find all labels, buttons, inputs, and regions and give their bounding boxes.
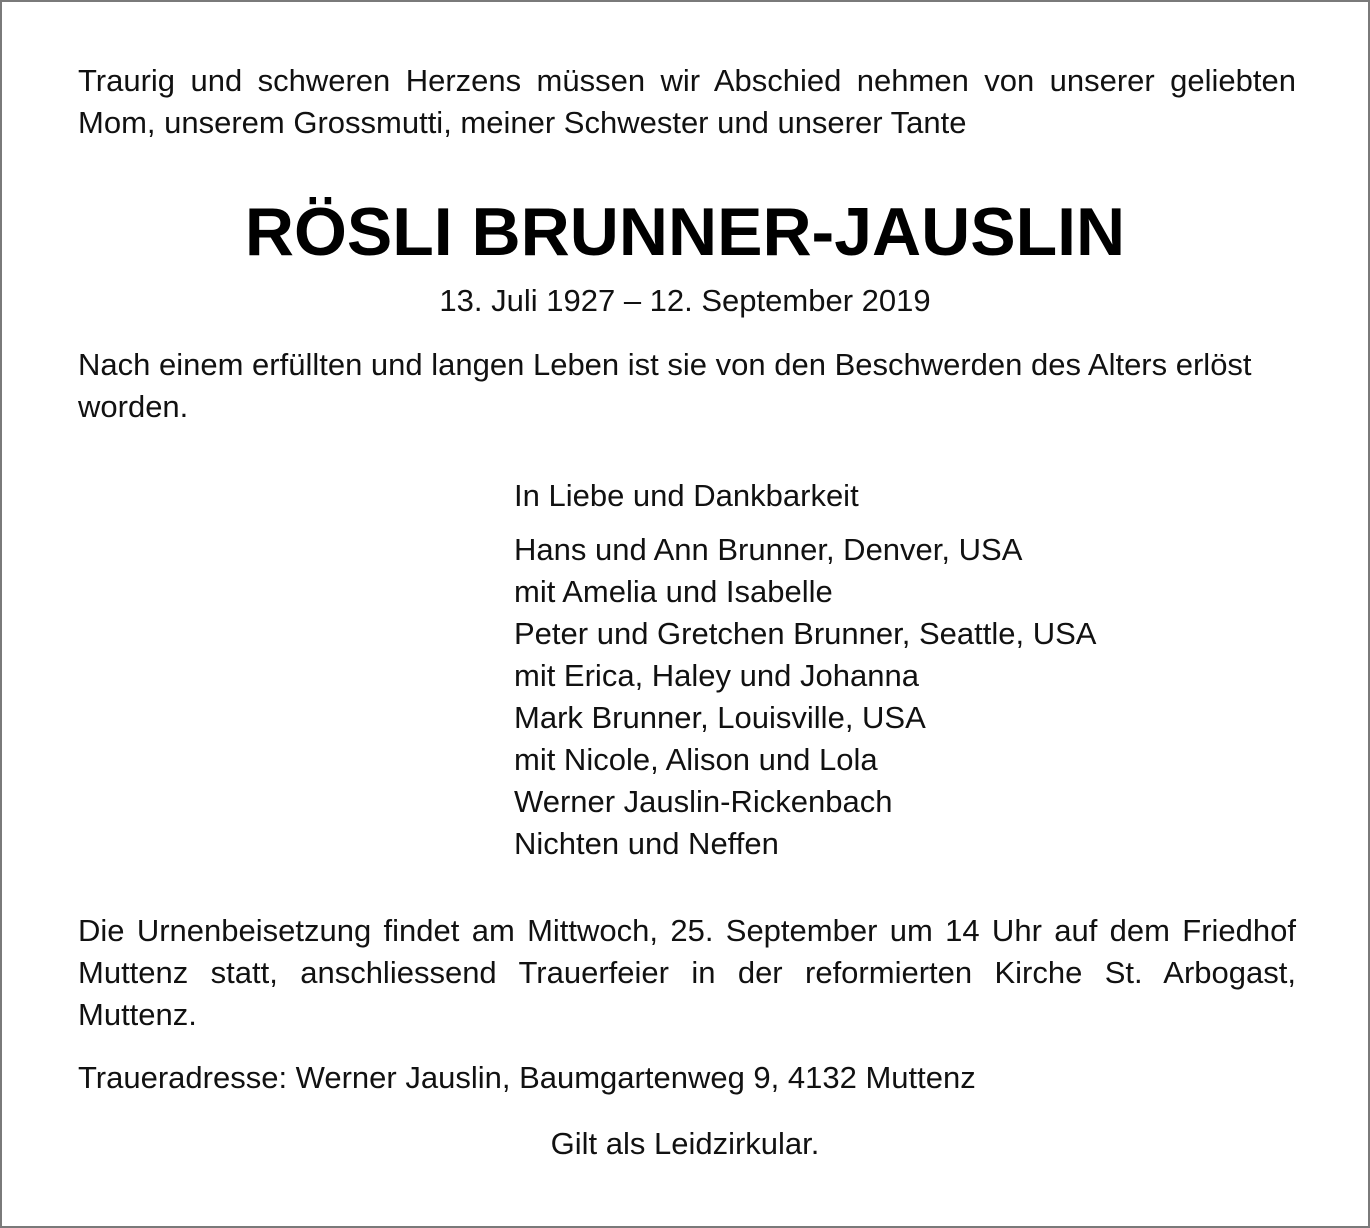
- family-member: Peter und Gretchen Brunner, Seattle, USA: [514, 616, 1097, 651]
- funeral-text: Die Urnenbeisetzung findet am Mittwoch, 25. September um 14 Uhr auf dem Friedhof Muttenz statt, anschliessend Trauerfeier in der reformierten Kirche St. Arbogast, Muttenz.: [78, 913, 1296, 1032]
- deceased-name: RÖSLI BRUNNER-JAUSLIN: [244, 194, 1126, 270]
- life-dates: 13. Juli 1927 – 12. September 2019: [439, 283, 931, 318]
- family-member: Mark Brunner, Louisville, USA: [514, 700, 926, 735]
- family-section: [514, 475, 1294, 865]
- family-member: Hans und Ann Brunner, Denver, USA: [514, 532, 1023, 567]
- family-member: Werner Jauslin-Rickenbach: [514, 784, 893, 819]
- family-member: mit Nicole, Alison und Lola: [514, 742, 878, 777]
- family-member: mit Amelia und Isabelle: [514, 574, 833, 609]
- mourning-address: Traueradresse: Werner Jauslin, Baumgartenweg 9, 4132 Muttenz: [78, 1060, 976, 1095]
- circular-note: Gilt als Leidzirkular.: [550, 1126, 820, 1161]
- family-heading: In Liebe und Dankbarkeit: [514, 478, 859, 513]
- family-member: Nichten und Neffen: [514, 826, 779, 861]
- life-text: Nach einem erfüllten und langen Leben ist sie von den Beschwerden des Alters erlöst worden.: [78, 347, 1252, 424]
- family-list: [514, 529, 1294, 865]
- intro-text: Traurig und schweren Herzens müssen wir Abschied nehmen von unserer geliebten Mom, unserem Grossmutti, meiner Schwester und unserer Tante: [78, 63, 1296, 140]
- family-member: mit Erica, Haley und Johanna: [514, 658, 919, 693]
